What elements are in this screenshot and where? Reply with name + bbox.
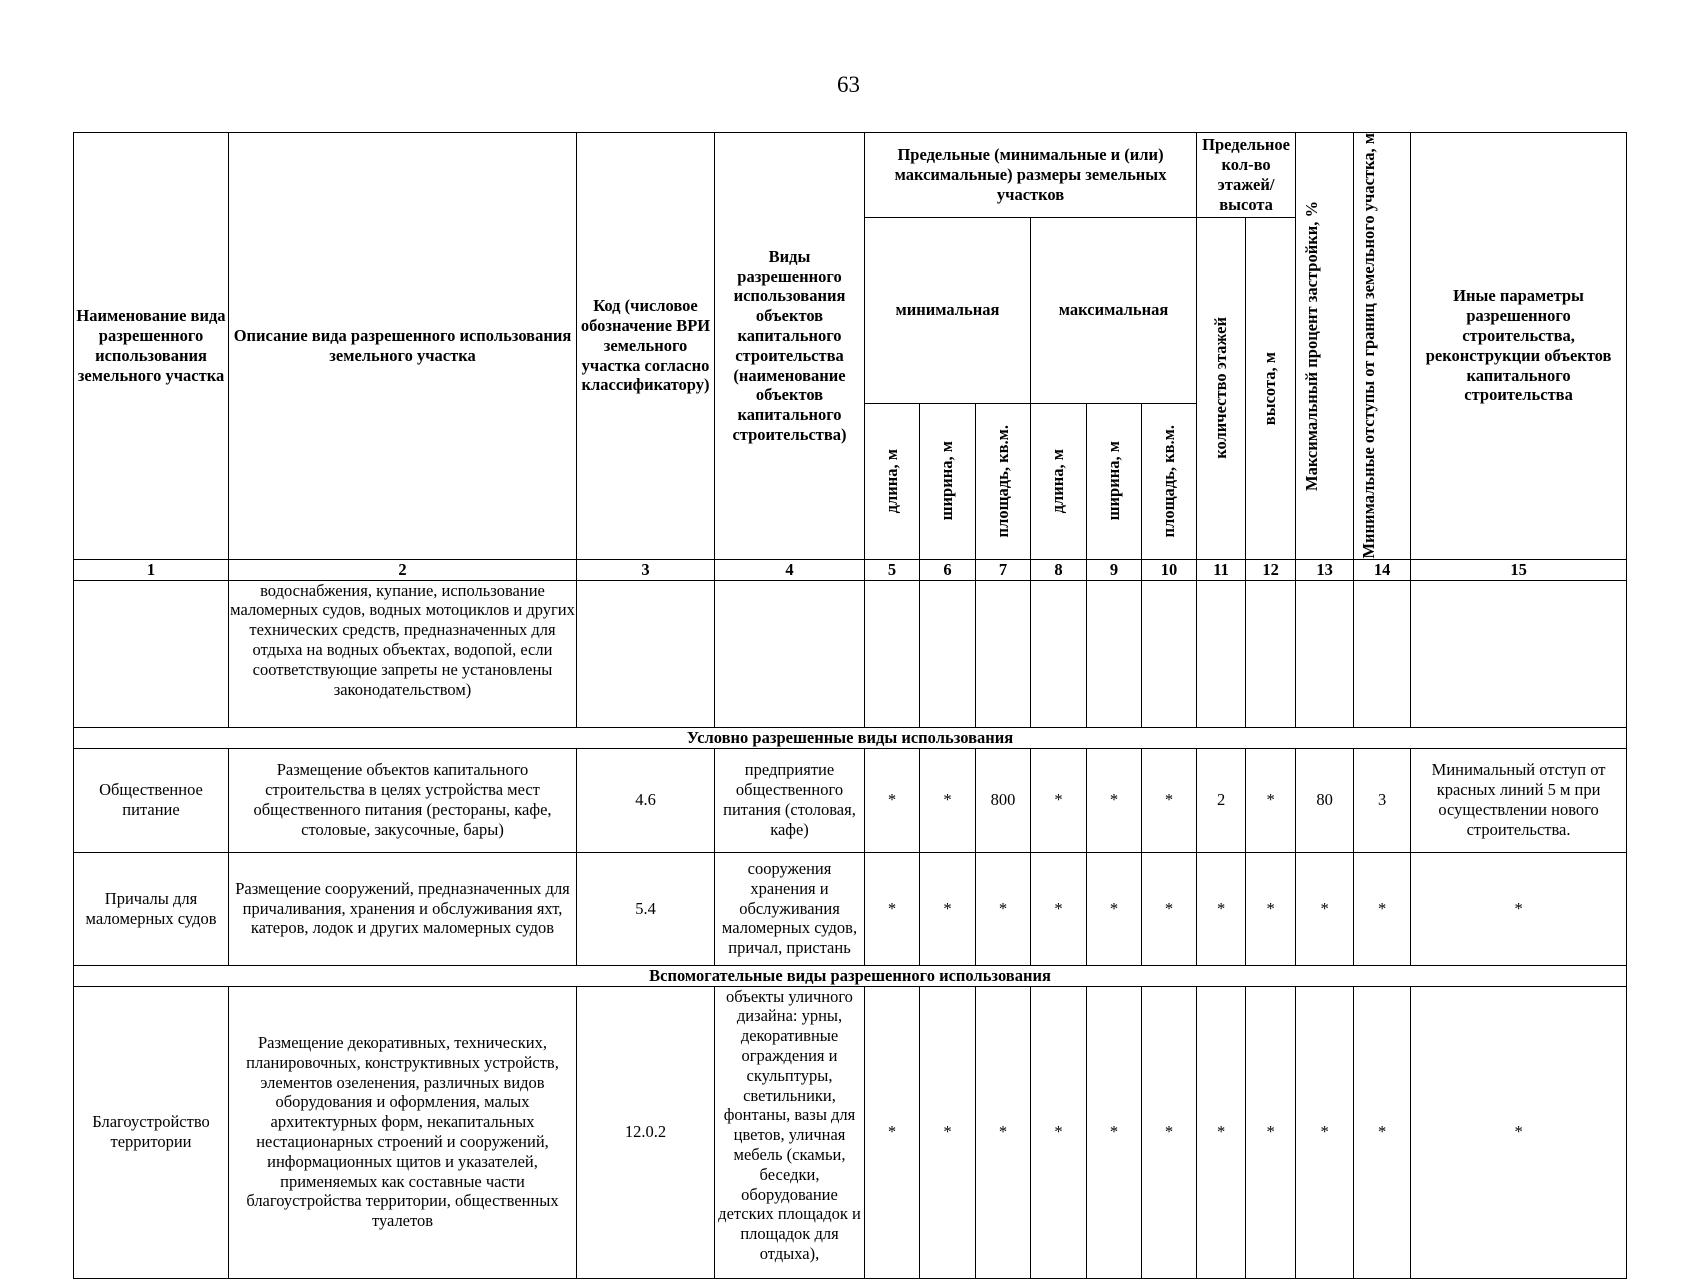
floors-value: * bbox=[1197, 986, 1246, 1278]
header-object-types: Виды разрешенного использования объектов капитального строительства (наименование объектов капитального строительства) bbox=[715, 133, 865, 560]
header-setbacks: Минимальные отступы от границ земельного участка, м bbox=[1354, 133, 1411, 560]
row-code: 5.4 bbox=[577, 852, 715, 965]
column-number: 1 bbox=[74, 559, 229, 580]
column-number: 11 bbox=[1197, 559, 1246, 580]
table-row bbox=[74, 748, 1627, 852]
row-code: 12.0.2 bbox=[577, 986, 715, 1278]
row-description: Размещение декоративных, технических, планировочных, конструктивных устройств, элементов озеленения, различных видов оборудования и оформления, малых архитектурных форм, некапитальных нестационарных строений и сооружений, информационных щитов и указателей, применяемых как составные части благоустройства территории, общественных туалетов bbox=[229, 986, 577, 1278]
build-percent-value: * bbox=[1296, 986, 1354, 1278]
header-floor-count: количество этажей bbox=[1197, 218, 1246, 560]
max-area-value: * bbox=[1142, 748, 1197, 852]
other-params-value: * bbox=[1411, 986, 1627, 1278]
min-width-value: * bbox=[920, 986, 976, 1278]
other-params-value: * bbox=[1411, 852, 1627, 965]
min-area-value: 800 bbox=[976, 748, 1031, 852]
min-area-value: * bbox=[976, 986, 1031, 1278]
max-width-value: * bbox=[1087, 986, 1142, 1278]
header-description: Описание вида разрешенного использования земельного участка bbox=[229, 133, 577, 560]
column-number: 3 bbox=[577, 559, 715, 580]
column-number: 5 bbox=[865, 559, 920, 580]
min-width-value: * bbox=[920, 852, 976, 965]
table-row bbox=[74, 580, 1627, 727]
column-number: 15 bbox=[1411, 559, 1627, 580]
column-number: 12 bbox=[1246, 559, 1296, 580]
max-length-value: * bbox=[1031, 986, 1087, 1278]
max-width-value: * bbox=[1087, 852, 1142, 965]
header-height: высота, м bbox=[1246, 218, 1296, 560]
header-min-width: ширина, м bbox=[920, 403, 976, 559]
table-row bbox=[74, 986, 1627, 1278]
row-code: 4.6 bbox=[577, 748, 715, 852]
max-area-value: * bbox=[1142, 852, 1197, 965]
header-max-width: ширина, м bbox=[1087, 403, 1142, 559]
min-length-value: * bbox=[865, 748, 920, 852]
row-name: Общественное питание bbox=[74, 748, 229, 852]
header-plot-sizes: Предельные (минимальные и (или) максимальные) размеры земельных участков bbox=[865, 133, 1197, 218]
column-number: 7 bbox=[976, 559, 1031, 580]
min-length-value: * bbox=[865, 852, 920, 965]
column-number: 2 bbox=[229, 559, 577, 580]
header-min-length: длина, м bbox=[865, 403, 920, 559]
column-number: 13 bbox=[1296, 559, 1354, 580]
floors-value: 2 bbox=[1197, 748, 1246, 852]
other-params-value: Минимальный отступ от красных линий 5 м при осуществлении нового строительства. bbox=[1411, 748, 1627, 852]
section-heading-conditional bbox=[74, 727, 1627, 748]
header-build-percent: Максимальный процент застройки, % bbox=[1296, 133, 1354, 560]
max-width-value: * bbox=[1087, 748, 1142, 852]
column-number: 6 bbox=[920, 559, 976, 580]
header-name: Наименование вида разрешенного использования земельного участка bbox=[74, 133, 229, 560]
page-number: 63 bbox=[837, 72, 860, 97]
header-max-area: площадь, кв.м. bbox=[1142, 403, 1197, 559]
header-max-length: длина, м bbox=[1031, 403, 1087, 559]
row-description: Размещение сооружений, предназначенных для причаливания, хранения и обслуживания яхт, катеров, лодок и других маломерных судов bbox=[229, 852, 577, 965]
height-value: * bbox=[1246, 852, 1296, 965]
max-area-value: * bbox=[1142, 986, 1197, 1278]
section-heading-auxiliary bbox=[74, 965, 1627, 986]
min-width-value: * bbox=[920, 748, 976, 852]
floors-value: * bbox=[1197, 852, 1246, 965]
min-length-value: * bbox=[865, 986, 920, 1278]
column-number: 8 bbox=[1031, 559, 1087, 580]
row-objects: объекты уличного дизайна: урны, декоративные ограждения и скульптуры, светильники, фонтаны, вазы для цветов, уличная мебель (скамьи, беседки, оборудование детских площадок и площадок для отдыха), bbox=[715, 986, 865, 1278]
section-title: Вспомогательные виды разрешенного использования bbox=[74, 965, 1627, 986]
max-length-value: * bbox=[1031, 852, 1087, 965]
column-number: 9 bbox=[1087, 559, 1142, 580]
row-objects: предприятие общественного питания (столовая, кафе) bbox=[715, 748, 865, 852]
height-value: * bbox=[1246, 748, 1296, 852]
column-number: 4 bbox=[715, 559, 865, 580]
setback-value: * bbox=[1354, 852, 1411, 965]
row-objects: сооружения хранения и обслуживания маломерных судов, причал, пристань bbox=[715, 852, 865, 965]
header-floors-height: Предельное кол-во этажей/ высота bbox=[1197, 133, 1296, 218]
row-name: Причалы для маломерных судов bbox=[74, 852, 229, 965]
section-title: Условно разрешенные виды использования bbox=[74, 727, 1627, 748]
row-name: Благоустройство территории bbox=[74, 986, 229, 1278]
header-code: Код (числовое обозначение ВРИ земельного участка согласно классификатору) bbox=[577, 133, 715, 560]
row-description: водоснабжения, купание, использование маломерных судов, водных мотоциклов и других технических средств, предназначенных для отдыха на водных объектах, водопой, если соответствующие запреты не установлены законодательством) bbox=[229, 580, 577, 727]
column-number: 10 bbox=[1142, 559, 1197, 580]
min-area-value: * bbox=[976, 852, 1031, 965]
column-number: 14 bbox=[1354, 559, 1411, 580]
height-value: * bbox=[1246, 986, 1296, 1278]
table-row bbox=[74, 852, 1627, 965]
column-numbers-row bbox=[74, 559, 1627, 580]
header-min-area: площадь, кв.м. bbox=[976, 403, 1031, 559]
build-percent-value: * bbox=[1296, 852, 1354, 965]
setback-value: 3 bbox=[1354, 748, 1411, 852]
header-maximum: максимальная bbox=[1031, 218, 1197, 404]
build-percent-value: 80 bbox=[1296, 748, 1354, 852]
header-minimum: минимальная bbox=[865, 218, 1031, 404]
max-length-value: * bbox=[1031, 748, 1087, 852]
header-other-params: Иные параметры разрешенного строительства, реконструкции объектов капитального строительства bbox=[1411, 133, 1627, 560]
row-description: Размещение объектов капитального строительства в целях устройства мест общественного питания (рестораны, кафе, столовые, закусочные, бары) bbox=[229, 748, 577, 852]
land-use-regulations-table bbox=[73, 132, 1627, 1279]
setback-value: * bbox=[1354, 986, 1411, 1278]
